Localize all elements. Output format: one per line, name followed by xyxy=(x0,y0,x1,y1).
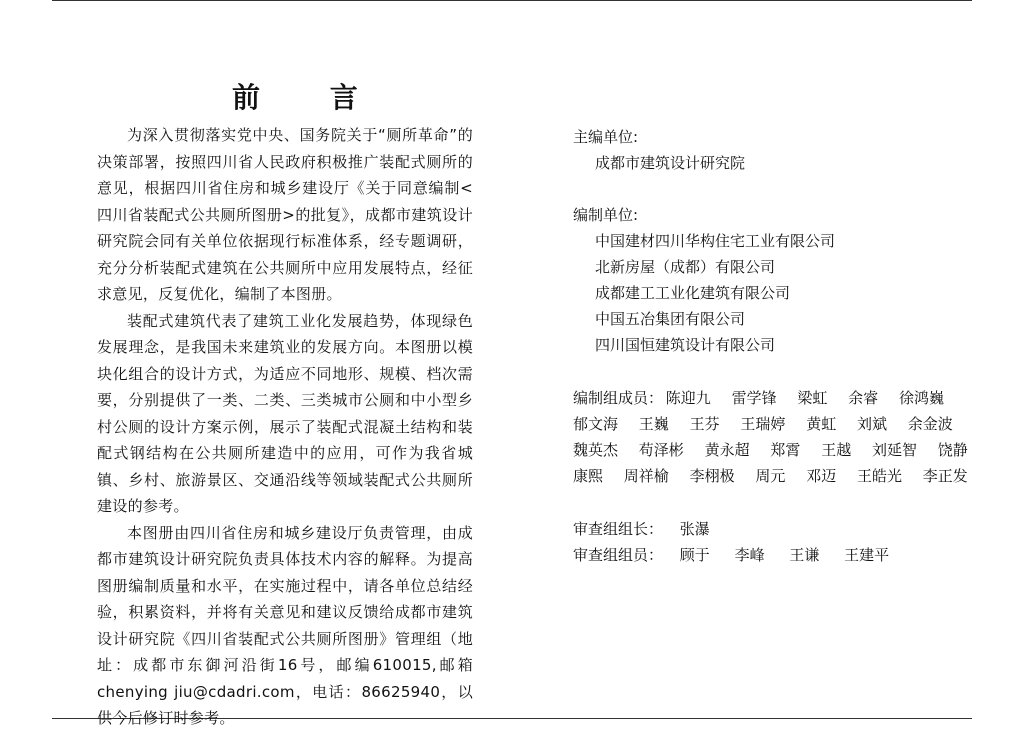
member-name: 陈迎九 xyxy=(665,389,711,407)
member-name: 黄永超 xyxy=(704,441,750,459)
member-name: 郑霄 xyxy=(770,441,801,459)
member-name: 康熙 xyxy=(573,467,604,485)
compile-unit: 中国建材四川华构住宅工业有限公司 xyxy=(595,232,836,250)
compile-unit: 成都建工工业化建筑有限公司 xyxy=(595,284,791,302)
review-leader-name: 张瀑 xyxy=(679,520,710,538)
top-rule xyxy=(52,0,972,1)
members-line xyxy=(573,437,973,463)
member-name: 刘斌 xyxy=(856,415,887,433)
review-member-name: 王建平 xyxy=(844,546,890,564)
review-leader-label: 审查组组长： xyxy=(573,520,664,538)
review-members-line xyxy=(573,542,973,568)
member-name: 黄虹 xyxy=(806,415,837,433)
page-title: 前 言 xyxy=(232,81,388,114)
compile-unit: 中国五冶集团有限公司 xyxy=(595,310,746,328)
compile-members xyxy=(573,385,973,489)
review-leader-line xyxy=(573,516,973,542)
member-name: 郁文海 xyxy=(573,415,619,433)
preface-paragraph-2: 装配式建筑代表了建筑工业化发展趋势，体现绿色发展理念，是我国未来建筑业的发展方向。本图册以模块化组合的设计方式，为适应不同地形、规模、档次需要，分别提供了一类、二类、三类城市公厕和中小型乡村公厕的设计方案示例，展示了装配式混凝土结构和装配式钢结构在公共厕所建造中的应用，可作为我省城镇、乡村、旅游景区、交通沿线等领域装配式公共厕所建设的参考。 xyxy=(97,311,473,515)
credits-column xyxy=(573,124,973,568)
member-name: 李正发 xyxy=(922,467,968,485)
member-name: 徐鸿巍 xyxy=(898,389,944,407)
member-name: 周元 xyxy=(755,467,786,485)
member-name: 王越 xyxy=(821,441,852,459)
member-name: 余睿 xyxy=(848,389,879,407)
member-name: 周祥榆 xyxy=(623,467,669,485)
member-name: 刘延智 xyxy=(871,441,917,459)
member-name: 王瑞婷 xyxy=(740,415,786,433)
member-name: 余金波 xyxy=(907,415,953,433)
chief-unit-label: 主编单位: xyxy=(573,128,639,146)
member-name: 魏英杰 xyxy=(573,441,619,459)
member-name: 梁虹 xyxy=(797,389,828,407)
member-name: 邓迈 xyxy=(806,467,837,485)
preface-body xyxy=(97,122,473,732)
preface-paragraph-1: 为深入贯彻落实党中央、国务院关于“厕所革命”的决策部署，按照四川省人民政府积极推广装配式厕所的意见，根据四川省住房和城乡建设厅《关于同意编制<四川省装配式公共厕所图册>的批复》，成都市建筑设计研究院会同有关单位依据现行标准体系，经专题调研，充分分析装配式建筑在公共厕所中应用发展特点，经征求意见，反复优化，编制了本图册。 xyxy=(97,126,473,303)
members-line xyxy=(573,463,973,489)
members-line xyxy=(573,385,973,411)
preface-paragraph-3: 本图册由四川省住房和城乡建设厅负责管理，由成都市建筑设计研究院负责具体技术内容的解释。为提高图册编制质量和水平，在实施过程中，请各单位总结经验，积累资料，并将有关意见和建议反馈给成都市建筑设计研究院《四川省装配式公共厕所图册》管理组（地址：成都市东御河沿街16号，邮编610015,邮箱chenying jiu@cdadri.com，电话：86625940，以供今后修订时参考。 xyxy=(97,523,473,727)
chief-unit: 成都市建筑设计研究院 xyxy=(595,154,746,172)
members-label: 编制组成员： xyxy=(573,389,664,407)
member-name: 雷学锋 xyxy=(731,389,777,407)
compile-unit: 四川国恒建筑设计有限公司 xyxy=(595,336,776,354)
review-member-name: 顾于 xyxy=(679,546,710,564)
member-name: 李栩极 xyxy=(689,467,735,485)
members-line xyxy=(573,411,973,437)
member-name: 苟泽彬 xyxy=(638,441,684,459)
member-name: 饶静 xyxy=(937,441,968,459)
review-member-name: 王谦 xyxy=(789,546,820,564)
review-member-name: 李峰 xyxy=(734,546,765,564)
member-name: 王巍 xyxy=(638,415,669,433)
review-members-label: 审查组组员： xyxy=(573,546,664,564)
compile-unit-label: 编制单位: xyxy=(573,206,639,224)
compile-unit: 北新房屋（成都）有限公司 xyxy=(595,258,776,276)
member-name: 王皓光 xyxy=(856,467,902,485)
member-name: 王芬 xyxy=(689,415,720,433)
